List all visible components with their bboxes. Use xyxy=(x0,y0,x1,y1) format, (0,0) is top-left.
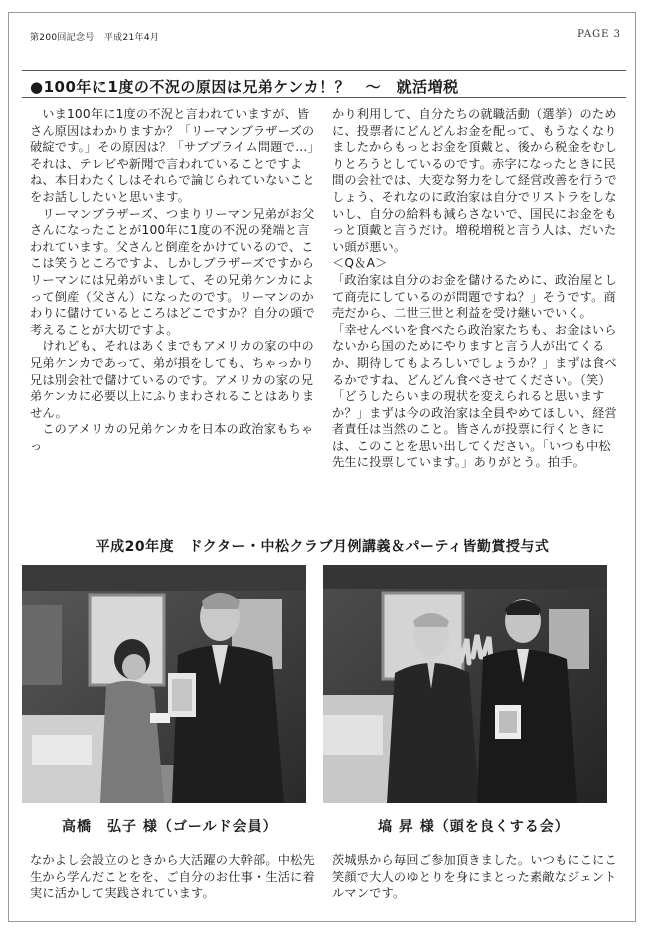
article-column-left xyxy=(30,106,316,454)
award-photo-hanawa xyxy=(323,565,607,803)
caption-hanawa: 塙 昇 様（頭を良くする会） xyxy=(378,819,570,835)
paragraph: かり利用して、自分たちの就職活動（選挙）のために、投票者にどんどんお金を配って、もうなくなりましたからもっとお金を頂戴と、後から税金をむしりとろうとしているのです。赤字になったときに民間の会社では、大変な努力をして経営改善を行うでしょう、それなのに政治家は自分でリストラをしないし、自分の給料も減らさないで、国民にお金をもっと頂戴と言うだけ。増税増税と言う人は、だいたい頭が悪い。 xyxy=(332,107,617,254)
article-title: ●100年に1度の不況の原因は兄弟ケンカ！？ ～ 就活増税 xyxy=(30,78,459,96)
caption-takahashi: 高橋 弘子 様（ゴールド会員） xyxy=(62,819,278,835)
qa-answer: まずは今の政治家は全員やめてほしい、経営者責任は当然のこと。皆さんが投票に行くときには、このことを思い出してください。「いつも中松先生に投票しています。」ありがとう。拍手。 xyxy=(332,405,617,470)
award-section-heading: 平成20年度 ドクター・中松クラブ月例講義＆パーティ皆勤賞授与式 xyxy=(95,539,550,555)
article-column-right xyxy=(332,106,618,471)
qa-item xyxy=(332,272,618,322)
qa-question: 「政治家は自分のお金を儲けるために、政治屋として商売にしているのが問題ですね？」 xyxy=(332,272,617,304)
qa-question: 「どうしたらいまの現状を変えられると思いますか？」 xyxy=(332,389,605,420)
qa-item xyxy=(332,322,618,388)
paragraph: このアメリカの兄弟ケンカを日本の政治家もちゃっ xyxy=(30,422,314,453)
award-photo-takahashi xyxy=(22,565,306,803)
qa-heading: ＜Q＆A＞ xyxy=(332,256,388,271)
issue-label: 第200回記念号 平成21年4月 xyxy=(30,33,160,43)
qa-answer: まずは食べるかですね、どんどん食べさせてください。（笑） xyxy=(332,355,617,387)
paragraph: いま100年に1度の不況と言われていますが、皆さん原因はわかりますか？「リーマンブラザーズの破綻です。」その原因は？「サブプライム問題で…」それは、テレビや新聞で言われていることですよね、本日わたくしはそれらで論じられていないことをお話ししたいと思います。 xyxy=(30,107,315,204)
description-takahashi: なかよし会設立のときから大活躍の大幹部。中松先生から学んだことをを、ご自分のお仕事・生活に着実に活かして実践されています。 xyxy=(30,853,315,901)
qa-question: 「幸せんべいを食べたら政治家たちも、お金はいらないから国のためにやりますと言う人が出てくるか、期待してもよろしいでしょうか？」 xyxy=(332,322,617,370)
paragraph: けれども、それはあくまでもアメリカの家の中の兄弟ケンカであって、弟が損をしても、ちゃっかり兄は別会社で儲けているのです。アメリカの家の兄弟ケンカに必要以上にふりまわされることはありません。 xyxy=(30,339,315,420)
qa-item xyxy=(332,388,618,471)
description-hanawa: 茨城県から毎回ご参加頂きました。いつもにこにこ笑顔で大人のゆとりを身にまとった素敵なジェントルマンです。 xyxy=(332,853,617,901)
qa-answer: そうです。商売だから、二世三世と利益を受け継いでいく。 xyxy=(332,289,616,321)
page-number: PAGE 3 xyxy=(577,29,621,40)
paragraph: リーマンブラザーズ、つまりリーマン兄弟がお父さんになったことが100年に1度の不況の発端と言われています。父さんと倒産をかけているので、ここは笑うところですよ、しかしブラザーズですからリーマンには兄弟がいまして、その兄弟ケンカによって倒産（父さん）になったのです。リーマンのかわりに儲けているところはどこですか？自分の頭で考えることが大切ですよ。 xyxy=(30,206,315,337)
